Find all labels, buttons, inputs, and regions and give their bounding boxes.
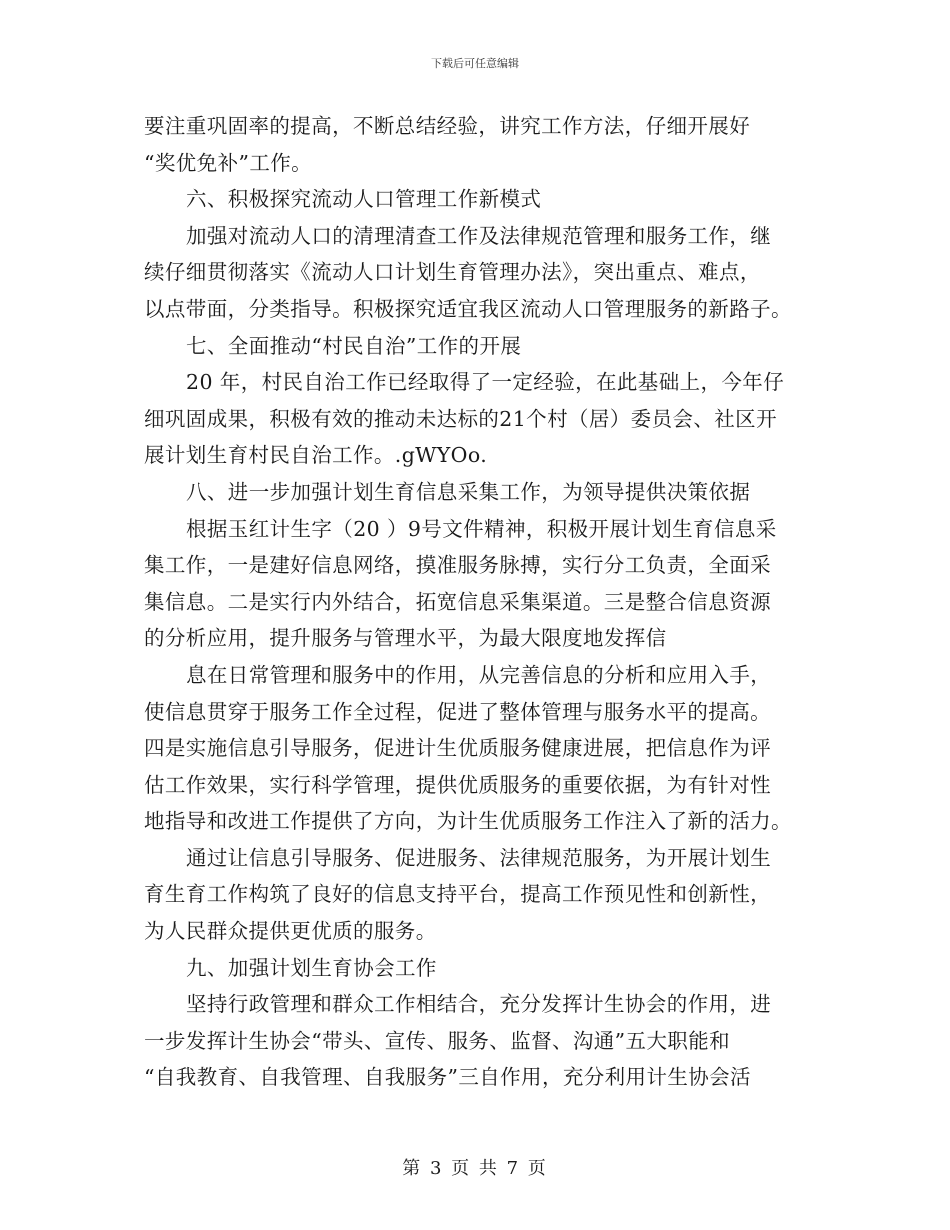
text-line: 八、进一步加强计划生育信息采集工作，为领导提供决策依据 [186, 479, 751, 504]
text-line: 九、加强计划生育协会工作 [186, 955, 437, 980]
text-line: “自我教育、自我管理、自我服务”三自作用，充分利用计生协会活 [144, 1065, 751, 1090]
page-header: 下载后可任意编辑 [431, 57, 519, 70]
text-line: 根据玉红计生字（20 ）9号文件精神，积极开展计划生育信息采 [186, 516, 777, 541]
text-line: 坚持行政管理和群众工作相结合，充分发挥计生协会的作用，进 [186, 992, 772, 1017]
page-number-footer: 第 3 页 共 7 页 [402, 1158, 548, 1179]
text-line: 要注重巩固率的提高，不断总结经验，讲究工作方法，仔细开展好 [144, 114, 751, 138]
text-line: 为人民群众提供更优质的服务。 [144, 919, 437, 944]
text-line: 一步发挥计生协会“带头、宣传、服务、监督、沟通”五大职能和 [144, 1028, 731, 1053]
text-line: 展计划生育村民自治工作。.gWYOo. [144, 443, 488, 468]
text-line: 以点带面，分类指导。积极探究适宜我区流动人口管理服务的新路子。 [144, 296, 792, 321]
document-body [144, 108, 814, 1096]
text-line: 集工作，一是建好信息网络，摸准服务脉搏，实行分工负责，全面采 [144, 553, 771, 578]
text-line: 续仔细贯彻落实《流动人口计划生育管理办法》，突出重点、难点， [144, 260, 761, 285]
text-line: 通过让信息引导服务、促进服务、法律规范服务，为开展计划生 [186, 845, 772, 870]
text-line: 七、全面推动“村民自治”工作的开展 [186, 333, 522, 358]
text-line: 使信息贯穿于服务工作全过程，促进了整体管理与服务水平的提高。 [144, 699, 771, 724]
text-line: 地指导和改进工作提供了方向，为计生优质服务工作注入了新的活力。 [144, 809, 792, 834]
text-line: 的分析应用，提升服务与管理水平，为最大限度地发挥信 [144, 626, 667, 651]
text-line: 20 年，村民自治工作已经取得了一定经验，在此基础上，今年仔 [186, 370, 785, 395]
text-line: 育生育工作构筑了良好的信息支持平台，提高工作预见性和创新性， [144, 882, 771, 907]
text-line: 集信息。二是实行内外结合，拓宽信息采集渠道。三是整合信息资源 [144, 589, 771, 614]
text-line: 四是实施信息引导服务，促进计生优质服务健康进展，把信息作为评 [144, 736, 771, 761]
text-line: “奖优免补”工作。 [144, 150, 313, 175]
text-line: 息在日常管理和服务中的作用，从完善信息的分析和应用入手， [186, 662, 772, 687]
text-line: 估工作效果，实行科学管理，提供优质服务的重要依据，为有针对性 [144, 772, 771, 797]
text-line: 六、积极探究流动人口管理工作新模式 [186, 187, 542, 212]
text-line: 细巩固成果，积极有效的推动未达标的21个村（居）委员会、社区开 [144, 406, 777, 431]
text-line: 加强对流动人口的清理清查工作及法律规范管理和服务工作，继 [186, 223, 772, 248]
